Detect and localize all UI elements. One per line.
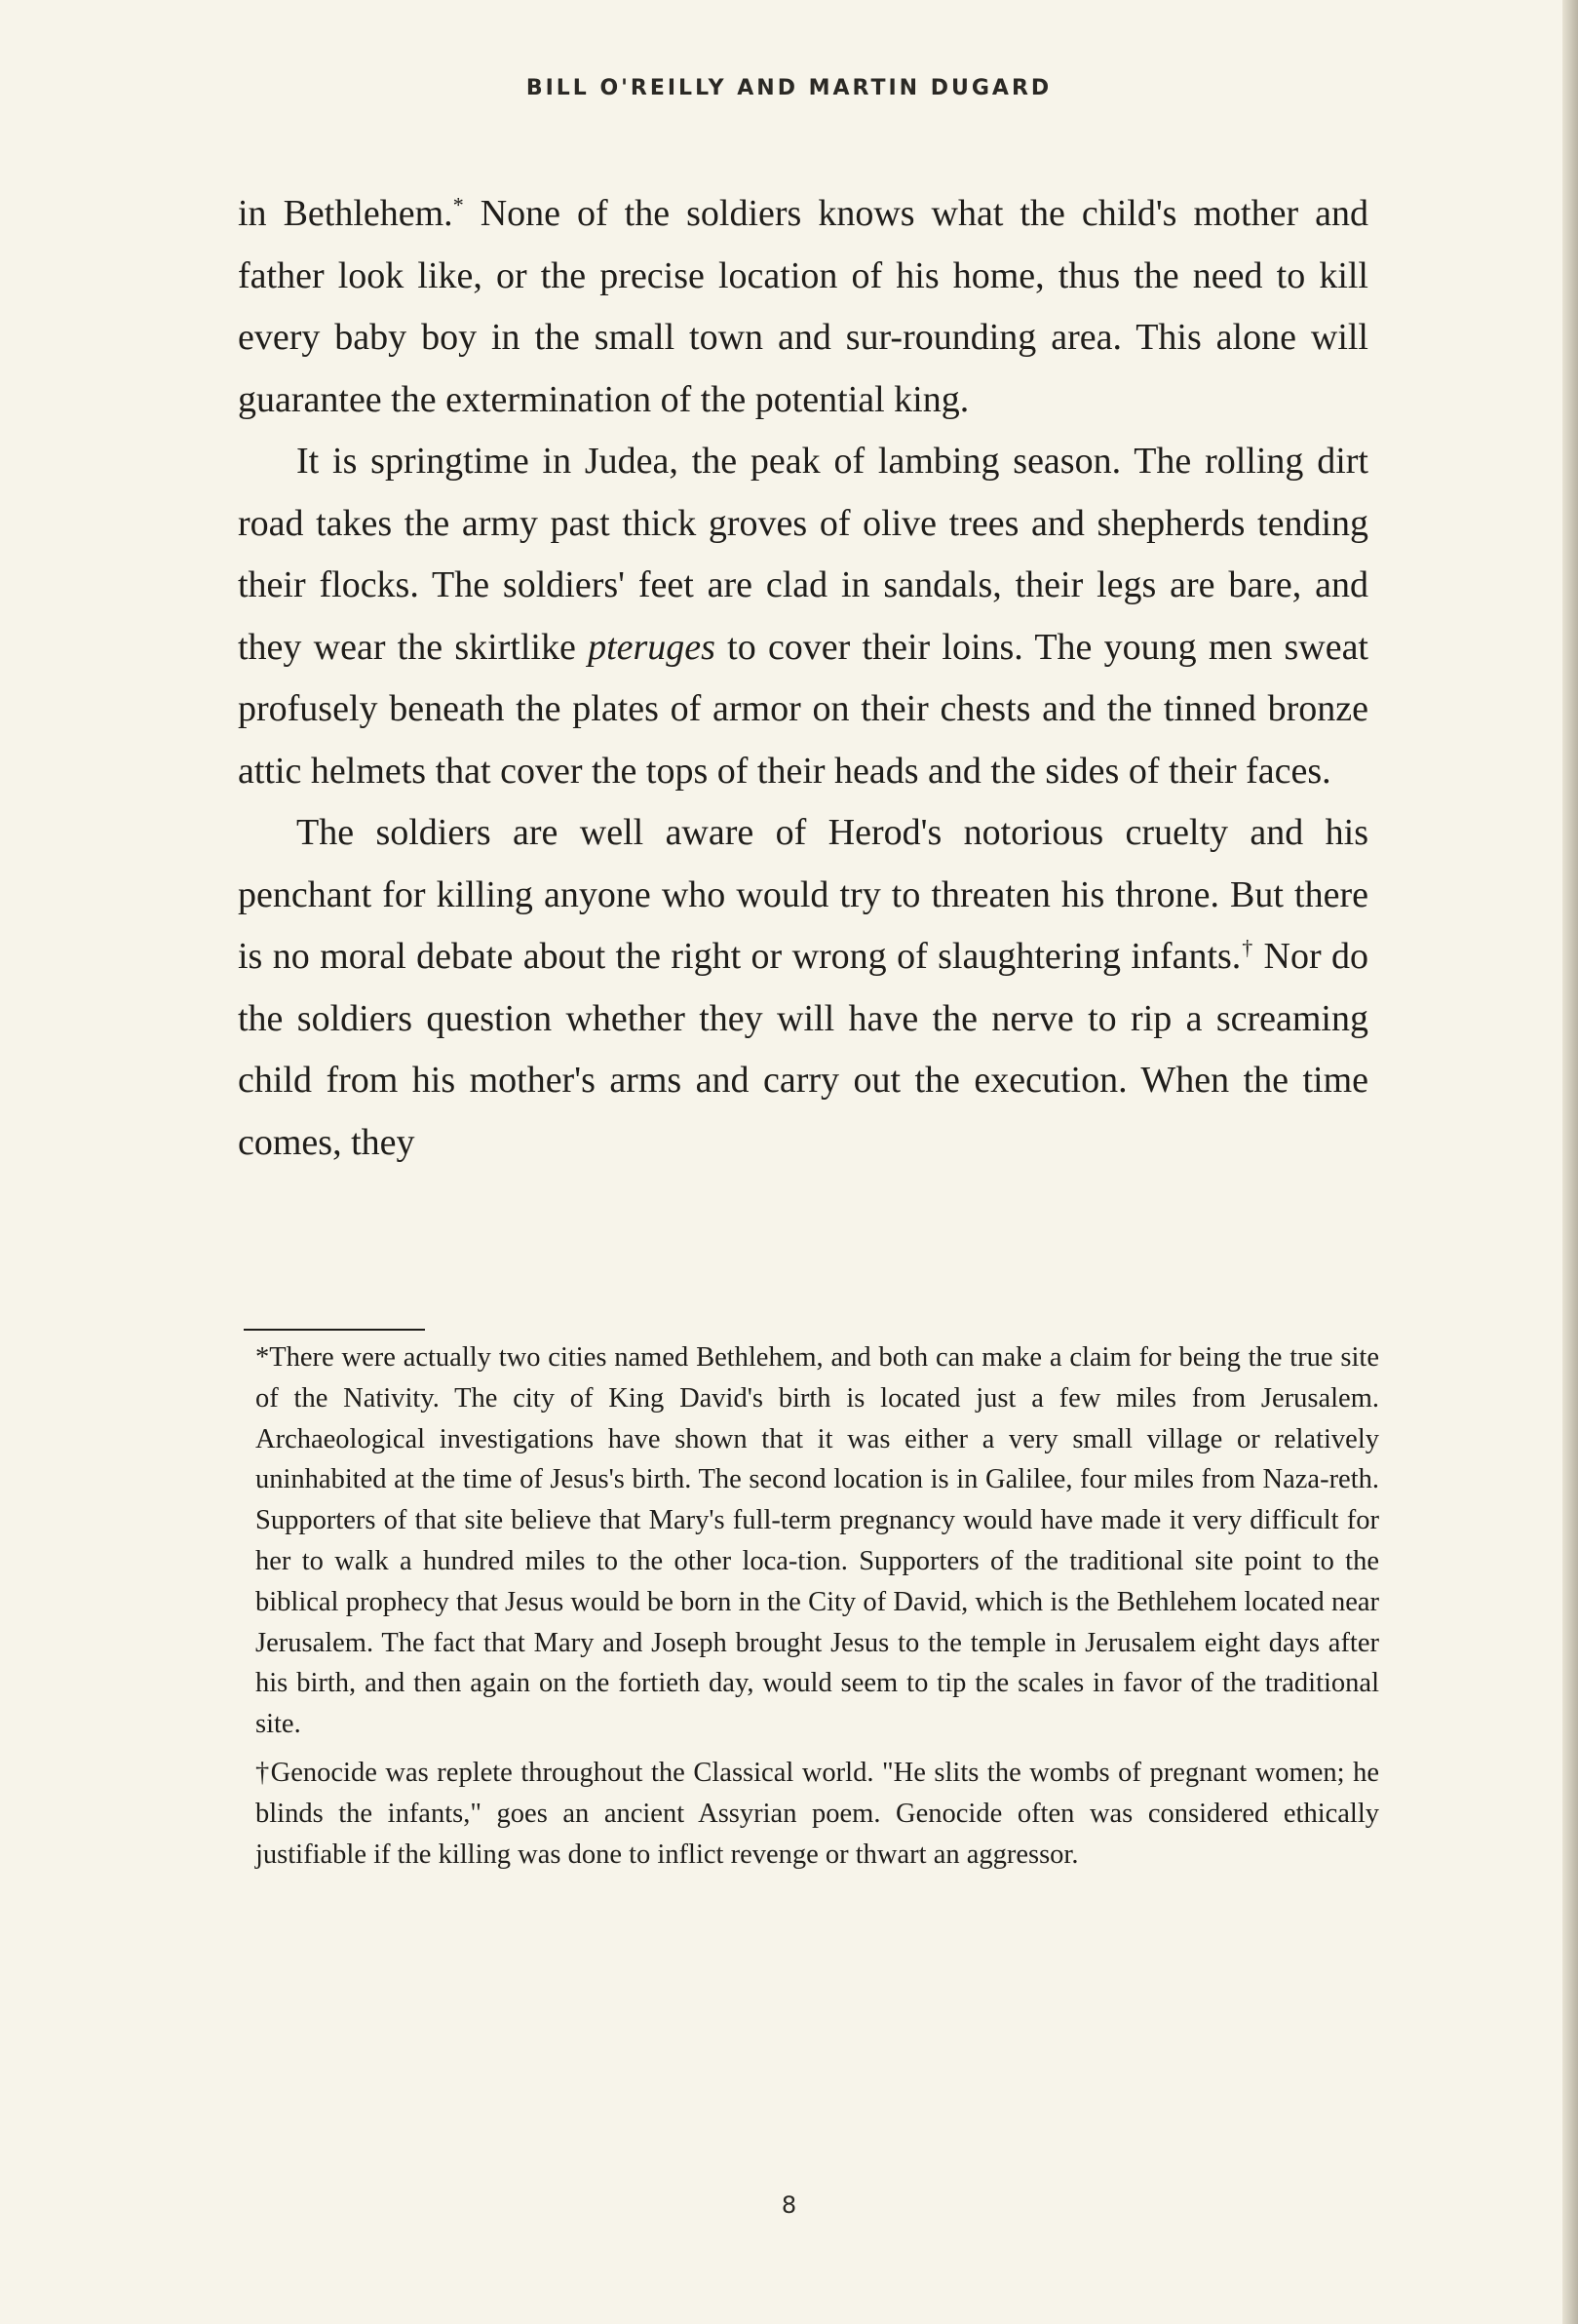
paragraph-1-start: in Bethlehem. bbox=[238, 193, 453, 234]
body-text bbox=[238, 183, 1368, 1174]
running-head: BILL O'REILLY AND MARTIN DUGARD bbox=[525, 76, 1053, 100]
paragraph-3-start: The soldiers are well aware of Herod's notorious cruelty and his penchant for killing anyone who would try to threaten his throne. But there is no moral debate about the right or wrong of slaughtering infants. bbox=[238, 812, 1368, 977]
paragraph-1 bbox=[238, 183, 1368, 431]
page-number: 8 bbox=[781, 2191, 797, 2219]
paragraph-2-rest: to cover their loins. The young men sweat profusely beneath the plates of armor on their chests and the tinned bronze attic helmets that cover the tops of their heads and the sides of their faces. bbox=[238, 626, 1368, 792]
footnote-1: *There were actually two cities named Bethlehem, and both can make a claim for being the true site of the Nativity. The city of King David's birth is located just a few miles from Jerusalem. Archaeological investigations have shown that it was either a very small village or relatively uninhabited at the time of Jesus's birth. The second location is in Galilee, four miles from Naza-reth. Supporters of that site believe that Mary's full-term pregnancy would have made it very difficult for her to walk a hundred miles to the other loca-tion. Supporters of the traditional site point to the biblical prophecy that Jesus would be born in the City of David, which is the Bethlehem located near Jerusalem. The fact that Mary and Joseph brought Jesus to the temple in Jerusalem eight days after his birth, and then again on the fortieth day, would seem to tip the scales in favor of the traditional site. bbox=[255, 1342, 1379, 1740]
paragraph-2 bbox=[238, 431, 1368, 802]
paragraph-2-start: It is springtime in Judea, the peak of lambing season. The rolling dirt road takes the army past thick groves of olive trees and shepherds tending their flocks. The soldiers' feet are clad in sandals, their legs are bare, and they wear the skirtlike bbox=[238, 441, 1368, 668]
paragraph-3-rest: Nor do the soldiers question whether they will have the nerve to rip a screaming child from his mother's arms and carry out the execution. When the time comes, they bbox=[238, 936, 1368, 1163]
paragraph-1-rest: None of the soldiers knows what the child's mother and father look like, or the precise location of his home, thus the need to kill every baby boy in the small town and sur-rounding area. This alone will guarantee the extermination of the potential king. bbox=[238, 193, 1368, 420]
italic-term: pteruges bbox=[588, 626, 715, 668]
footnote-mark-asterisk: * bbox=[452, 192, 464, 217]
footnotes bbox=[255, 1337, 1379, 1882]
footnote-rule bbox=[244, 1329, 425, 1331]
footnote-mark-dagger: † bbox=[1241, 935, 1254, 960]
paragraph-3 bbox=[238, 802, 1368, 1174]
page-edge bbox=[1562, 0, 1578, 2324]
footnote-2: †Genocide was replete throughout the Classical world. "He slits the wombs of pregnant women; he blinds the infants," goes an ancient Assyrian poem. Genocide often was considered ethically justifiable if the killing was done to inflict revenge or thwart an aggressor. bbox=[255, 1757, 1379, 1870]
